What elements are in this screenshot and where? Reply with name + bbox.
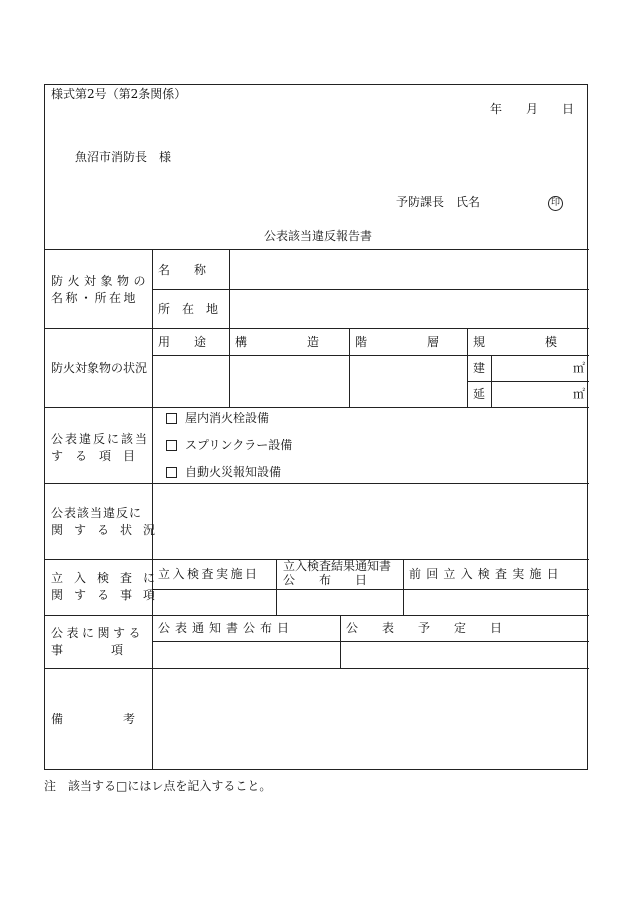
checkbox-box[interactable] bbox=[166, 413, 177, 424]
inspection-label-line1: 立 入 検 査 に bbox=[51, 571, 155, 585]
checkbox-fire-alarm[interactable] bbox=[166, 465, 281, 479]
addressee: 魚沼市消防長 様 bbox=[75, 150, 172, 164]
result-notice-header-line2: 公 布 日 bbox=[283, 573, 368, 587]
name-label: 名 称 bbox=[158, 263, 207, 277]
rule-scale-label bbox=[491, 355, 492, 407]
building-area-unit: ㎡ bbox=[572, 361, 585, 375]
rule-name-address bbox=[152, 289, 589, 290]
page-title: 公表該当違反報告書 bbox=[264, 229, 373, 243]
seal-icon: 印 bbox=[548, 196, 563, 211]
rule-title-bottom bbox=[45, 249, 589, 250]
rule-floors-scale bbox=[467, 328, 468, 407]
date-year: 年 bbox=[490, 102, 503, 116]
rule-publication-bottom bbox=[45, 668, 589, 669]
remarks-label: 備 考 bbox=[51, 712, 136, 726]
situation-label-line1: 公表該当違反に bbox=[51, 506, 143, 520]
publication-notice-header: 公表通知書公布日 bbox=[158, 621, 295, 635]
report-form bbox=[44, 84, 588, 770]
rule-inspection-header bbox=[152, 589, 589, 590]
rule-inspection-bottom bbox=[45, 615, 589, 616]
checkbox-label: 屋内消火栓設備 bbox=[185, 411, 270, 425]
rule-publication-header bbox=[152, 641, 589, 642]
object-label-line1-text: 防火対象物の bbox=[51, 274, 151, 288]
footnote: 注 該当する□にはレ点を記入すること。 bbox=[44, 779, 272, 793]
checkbox-box[interactable] bbox=[166, 467, 177, 478]
rule-inspection-col1 bbox=[276, 559, 277, 615]
previous-inspection-header: 前回立入検査実施日 bbox=[409, 567, 564, 581]
floor-area-unit: ㎡ bbox=[572, 387, 585, 401]
rule-structure-floors bbox=[349, 328, 350, 407]
inspection-date-header: 立入検査実施日 bbox=[158, 567, 260, 581]
checkbox-sprinkler[interactable] bbox=[166, 438, 292, 452]
rule-publication-col bbox=[340, 615, 341, 668]
use-header: 用 途 bbox=[158, 335, 207, 349]
violation-label-line2: す る 項 目 bbox=[51, 449, 136, 463]
floor-area-label: 延 bbox=[473, 387, 486, 401]
checkbox-box[interactable] bbox=[166, 440, 177, 451]
rule-sub-label-column bbox=[229, 249, 230, 407]
rule-status-header bbox=[152, 355, 589, 356]
object-label-line2: 名称・所在地 bbox=[51, 291, 139, 305]
result-notice-header-line1: 立入検査結果通知書 bbox=[283, 559, 392, 573]
date-month: 月 bbox=[526, 102, 539, 116]
checkbox-label: スプリンクラー設備 bbox=[185, 438, 293, 452]
rule-inspection-col2 bbox=[403, 559, 404, 615]
checkbox-indoor-hydrant[interactable] bbox=[166, 411, 269, 425]
rule-object-bottom bbox=[45, 328, 589, 329]
floors-header: 階 層 bbox=[355, 335, 440, 349]
scale-header: 規 模 bbox=[473, 335, 558, 349]
building-area-label: 建 bbox=[473, 361, 486, 375]
publication-label-line1: 公表に関する bbox=[51, 626, 145, 640]
date-day: 日 bbox=[562, 102, 575, 116]
rule-label-column bbox=[152, 249, 153, 770]
seal-mark bbox=[548, 194, 563, 211]
reporter-label: 予防課長 氏名 bbox=[396, 195, 481, 209]
address-label: 所 在 地 bbox=[158, 302, 219, 316]
status-label: 防火対象物の状況 bbox=[51, 361, 148, 375]
violation-label-line1: 公表違反に該当 bbox=[51, 432, 150, 446]
rule-status-bottom bbox=[45, 407, 589, 408]
form-number: 様式第2号（第2条関係） bbox=[51, 87, 187, 101]
structure-header: 構 造 bbox=[235, 335, 320, 349]
publication-schedule-header: 公 表 予 定 日 bbox=[346, 621, 503, 635]
rule-scale-split bbox=[467, 381, 589, 382]
inspection-label-line2: 関 す る 事 項 bbox=[51, 588, 155, 602]
situation-label-line2: 関 す る 状 況 bbox=[51, 523, 155, 537]
rule-violation-bottom bbox=[45, 483, 589, 484]
checkbox-label: 自動火災報知設備 bbox=[185, 465, 282, 479]
publication-label-line2: 事 項 bbox=[51, 643, 124, 657]
